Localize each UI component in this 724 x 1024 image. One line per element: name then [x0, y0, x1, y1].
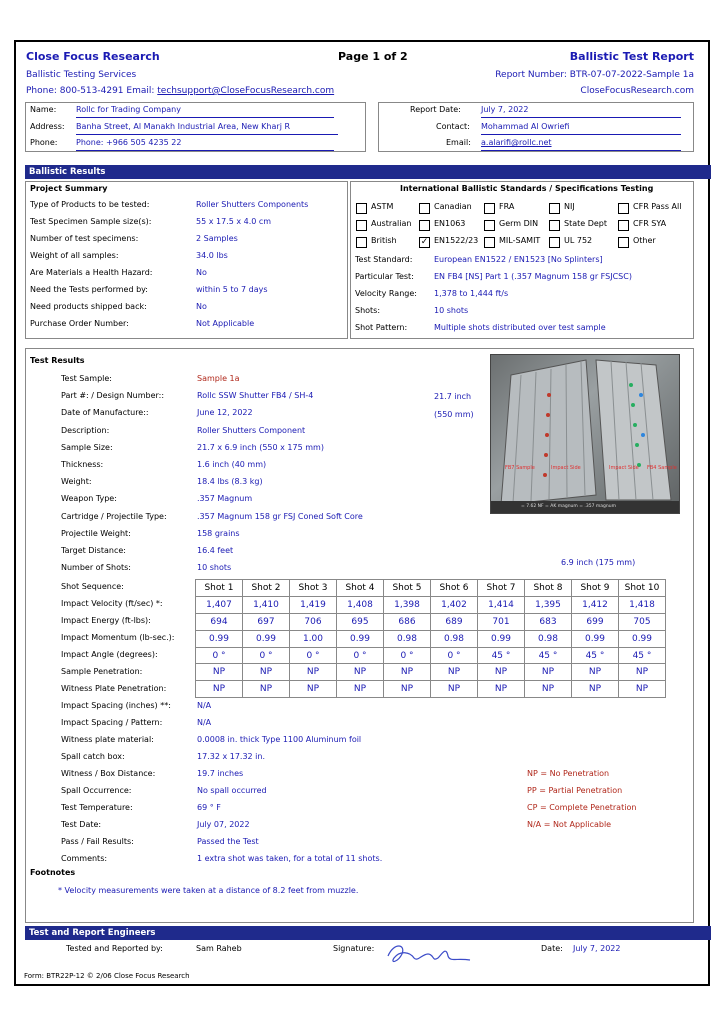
detail-row-label: Spall Occurrence:	[61, 786, 132, 795]
detail-row-label: Witness / Box Distance:	[61, 769, 156, 778]
shot-cell: NP	[572, 681, 619, 698]
photo-label-impact-right: Impact Side	[609, 465, 639, 471]
shot-header: Shot 3	[290, 580, 337, 597]
shot-row-label: Sample Penetration:	[61, 667, 143, 676]
shot-cell: NP	[619, 681, 666, 698]
email-label: Email:	[446, 138, 471, 147]
detail-row-label: Test Date:	[61, 820, 102, 829]
page-indicator: Page 1 of 2	[338, 50, 408, 63]
client-email-link[interactable]: a.alarifi@rollc.net	[481, 138, 552, 147]
shot-cell: 706	[290, 613, 337, 630]
shot-cell: 45 °	[525, 647, 572, 664]
legend-item: CP = Complete Penetration	[527, 803, 637, 812]
legend-item: NP = No Penetration	[527, 769, 610, 778]
test-row-value: 21.7 x 6.9 inch (550 x 175 mm)	[197, 442, 324, 452]
report-type: Ballistic Test Report	[569, 50, 694, 63]
shot-cell: 1,395	[525, 596, 572, 613]
shot-header: Shot 6	[431, 580, 478, 597]
shot-cell: 689	[431, 613, 478, 630]
shot-cell: 1,410	[243, 596, 290, 613]
checkbox-label: MIL-SAMIT	[499, 236, 541, 245]
checkbox-other[interactable]	[618, 237, 629, 248]
detail-row-label: Spall catch box:	[61, 752, 125, 761]
test-row-label: Date of Manufacture::	[61, 408, 149, 418]
tested-by-label: Tested and Reported by:	[66, 944, 163, 953]
shot-cell: NP	[619, 664, 666, 681]
shot-cell: 1,419	[290, 596, 337, 613]
velocity-range: 1,378 to 1,444 ft/s	[434, 289, 509, 298]
checkbox-cfr-pass-all[interactable]	[618, 203, 629, 214]
shots: 10 shots	[434, 306, 469, 315]
checkbox-cfr-sya[interactable]	[618, 220, 629, 231]
shot-cell: 0.99	[196, 630, 243, 647]
summary-row-value: 55 x 17.5 x 4.0 cm	[196, 217, 272, 226]
test-row-label: Cartridge / Projectile Type:	[61, 511, 167, 521]
test-row-value: Roller Shutters Component	[197, 425, 306, 435]
checkbox-label: Canadian	[434, 202, 472, 211]
shot-cell: 695	[337, 613, 384, 630]
shot-cell: NP	[337, 681, 384, 698]
date-label: Date:	[541, 944, 563, 953]
standards-title: International Ballistic Standards / Specifications Testing	[400, 184, 654, 193]
detail-row-value: N/A	[197, 701, 212, 710]
shot-seq-label: Shot Sequence:	[61, 582, 124, 591]
legend-item: PP = Partial Penetration	[527, 786, 623, 795]
checkbox-mil-samit[interactable]	[484, 237, 495, 248]
summary-row-label: Type of Products to be tested:	[30, 200, 150, 209]
phone-email-prefix: Phone: 800-513-4291 Email:	[26, 86, 155, 96]
checkbox-british[interactable]	[356, 237, 367, 248]
shot-cell: 705	[619, 613, 666, 630]
shot-cell: 0 °	[243, 647, 290, 664]
test-row-label: Sample Size:	[61, 442, 113, 452]
test-row-label: Target Distance:	[61, 546, 126, 555]
shot-cell: 45 °	[478, 647, 525, 664]
checkbox-fra[interactable]	[484, 203, 495, 214]
report-date: July 7, 2022	[481, 105, 529, 114]
test-row-value: 16.4 feet	[197, 546, 234, 555]
checkbox-label: Other	[633, 236, 656, 245]
shot-cell: 699	[572, 613, 619, 630]
detail-row-label: Pass / Fail Results:	[61, 837, 134, 846]
test-row-label: Weight:	[61, 477, 92, 487]
shot-cell: NP	[478, 681, 525, 698]
summary-row-value: No	[196, 302, 207, 311]
test-row-value: 158 grains	[197, 528, 240, 538]
shot-cell: 0.99	[478, 630, 525, 647]
contact-label: Contact:	[436, 122, 470, 131]
support-email-link[interactable]: techsupport@CloseFocusResearch.com	[157, 86, 335, 96]
checkbox-label: ASTM	[371, 202, 394, 211]
shot-header: Shot 1	[196, 580, 243, 597]
summary-row-label: Test Specimen Sample size(s):	[30, 217, 152, 226]
shot-cell: 1,407	[196, 596, 243, 613]
shot-pattern-label: Shot Pattern:	[355, 323, 408, 332]
shot-cell: 1,418	[619, 596, 666, 613]
legend-item: N/A = Not Applicable	[527, 820, 612, 829]
test-row-label: Number of Shots:	[61, 563, 131, 573]
checkbox-canadian[interactable]	[419, 203, 430, 214]
detail-row-label: Impact Spacing / Pattern:	[61, 718, 163, 727]
engineer-date: July 7, 2022	[573, 944, 621, 953]
shot-cell: 1,414	[478, 596, 525, 613]
dim-height: 6.9 inch (175 mm)	[561, 558, 636, 567]
checkbox-australian[interactable]	[356, 220, 367, 231]
checkbox-label: British	[371, 236, 397, 245]
checkbox-label: FRA	[499, 202, 515, 211]
footnotes-title: Footnotes	[30, 868, 76, 877]
client-address: Banha Street, Al Manakh Industrial Area, New Kharj R	[76, 122, 291, 131]
shot-cell: 0 °	[337, 647, 384, 664]
ballistic-results-bar: Ballistic Results	[25, 165, 711, 179]
summary-row-label: Are Materials a Health Hazard:	[30, 268, 153, 277]
shot-cell: NP	[243, 681, 290, 698]
checkbox-state-dept[interactable]	[549, 220, 560, 231]
test-row-value: 10 shots	[197, 563, 232, 573]
shots-label: Shots:	[355, 306, 381, 315]
summary-row-value: 2 Samples	[196, 234, 238, 243]
shot-row-label: Witness Plate Penetration:	[61, 684, 167, 693]
checkbox-germ-din[interactable]	[484, 220, 495, 231]
shot-cell: 1,402	[431, 596, 478, 613]
footnote: * Velocity measurements were taken at a distance of 8.2 feet from muzzle.	[58, 886, 359, 895]
test-row-value: .357 Magnum 158 gr FSJ Coned Soft Core	[197, 511, 363, 521]
report-date-label: Report Date:	[410, 105, 461, 114]
shot-table	[195, 579, 666, 698]
shot-cell: NP	[431, 681, 478, 698]
detail-row-value: N/A	[197, 718, 212, 727]
shot-cell: NP	[196, 664, 243, 681]
website: CloseFocusResearch.com	[580, 86, 694, 96]
detail-row-label: Test Temperature:	[61, 803, 133, 812]
test-row-value: .357 Magnum	[197, 494, 253, 504]
detail-row-value: 17.32 x 17.32 in.	[197, 752, 266, 761]
shot-cell: NP	[572, 664, 619, 681]
summary-row-label: Need products shipped back:	[30, 302, 147, 311]
shot-header: Shot 10	[619, 580, 666, 597]
detail-row-value: 1 extra shot was taken, for a total of 11 shots.	[197, 854, 383, 863]
contact-line	[26, 86, 334, 96]
address-label: Address:	[30, 122, 65, 131]
detail-row-value: 0.0008 in. thick Type 1100 Aluminum foil	[197, 735, 362, 744]
detail-row-value: No spall occurred	[197, 786, 267, 795]
particular-test: EN FB4 [NS] Part 1 (.357 Magnum 158 gr FSJCSC)	[434, 272, 632, 281]
shot-cell: 0.99	[619, 630, 666, 647]
shot-cell: NP	[384, 664, 431, 681]
test-row-value: Sample 1a	[197, 374, 240, 383]
summary-row-value: within 5 to 7 days	[196, 285, 268, 294]
shot-cell: NP	[525, 664, 572, 681]
client-name: Rollc for Trading Company	[76, 105, 181, 114]
shot-cell: NP	[290, 664, 337, 681]
checkbox-label: EN1063	[434, 219, 466, 228]
phone-label: Phone:	[30, 138, 58, 147]
checkbox-label: UL 752	[564, 236, 593, 245]
report-page	[14, 40, 710, 986]
shot-cell: 0.98	[384, 630, 431, 647]
shot-cell: 701	[478, 613, 525, 630]
summary-row-label: Need the Tests performed by:	[30, 285, 148, 294]
photo-label-impact-left: Impact Side	[551, 465, 581, 471]
summary-row-value: Roller Shutters Components	[196, 200, 309, 209]
shot-cell: 1,398	[384, 596, 431, 613]
shot-cell: NP	[337, 664, 384, 681]
shot-cell: 0 °	[431, 647, 478, 664]
checkbox-label: Australian	[371, 219, 412, 228]
shot-cell: 45 °	[619, 647, 666, 664]
engineers-bar: Test and Report Engineers	[25, 926, 711, 940]
shot-header: Shot 8	[525, 580, 572, 597]
form-number: Form: BTR22P-12 © 2/06 Close Focus Research	[24, 972, 190, 980]
services: Ballistic Testing Services	[26, 70, 137, 80]
shot-cell: NP	[290, 681, 337, 698]
test-row-value: 18.4 lbs (8.3 kg)	[197, 477, 263, 487]
shot-cell: 0 °	[196, 647, 243, 664]
summary-row-label: Number of test specimens:	[30, 234, 139, 243]
detail-row-value: 69 ° F	[197, 803, 221, 812]
checkbox-en1063[interactable]	[419, 220, 430, 231]
shot-cell: 1,408	[337, 596, 384, 613]
detail-row-value: 19.7 inches	[197, 769, 244, 778]
shot-cell: 0.99	[337, 630, 384, 647]
checkbox-nij[interactable]	[549, 203, 560, 214]
tested-by: Sam Raheb	[196, 944, 242, 953]
photo-label-right: FB4 Sample	[647, 465, 677, 471]
summary-row-value: No	[196, 268, 207, 277]
detail-row-value: July 07, 2022	[197, 820, 250, 829]
detail-row-label: Comments:	[61, 854, 108, 863]
test-row-label: Description:	[61, 425, 110, 435]
photo-legend: = 7.62 NF = AK magnum = .357 magnum	[521, 504, 616, 509]
summary-row-value: Not Applicable	[196, 319, 255, 328]
test-row-label: Thickness:	[61, 460, 104, 469]
sample-photo	[490, 354, 680, 514]
shot-cell: 0.98	[525, 630, 572, 647]
name-label: Name:	[30, 105, 57, 114]
shot-cell: NP	[431, 664, 478, 681]
shot-cell: 683	[525, 613, 572, 630]
summary-row-value: 34.0 lbs	[196, 251, 228, 260]
client-phone: Phone: +966 505 4235 22	[76, 138, 182, 147]
shot-cell: NP	[384, 681, 431, 698]
shot-row-label: Impact Angle (degrees):	[61, 650, 158, 659]
shot-header: Shot 2	[243, 580, 290, 597]
shot-header: Shot 5	[384, 580, 431, 597]
checkbox-label: NIJ	[564, 202, 575, 211]
detail-row-label: Witness plate material:	[61, 735, 154, 744]
test-row-label: Part #: / Design Number::	[61, 391, 165, 401]
shot-cell: NP	[525, 681, 572, 698]
shot-cell: 686	[384, 613, 431, 630]
detail-row-label: Impact Spacing (inches) **:	[61, 701, 171, 710]
company-name: Close Focus Research	[26, 50, 160, 63]
checkbox-label: State Dept	[564, 219, 608, 228]
sample-photo-graphic	[491, 355, 680, 514]
summary-row-label: Weight of all samples:	[30, 251, 119, 260]
checkbox-label: CFR SYA	[633, 219, 667, 228]
shot-cell: 0 °	[290, 647, 337, 664]
report-number: Report Number: BTR-07-07-2022-Sample 1a	[495, 70, 694, 80]
shot-cell: 0.99	[243, 630, 290, 647]
project-summary-title: Project Summary	[30, 184, 108, 193]
test-standard: European EN1522 / EN1523 [No Splinters]	[434, 255, 603, 264]
shot-header: Shot 7	[478, 580, 525, 597]
checkbox-label: CFR Pass All	[633, 202, 682, 211]
checkbox-label: Germ DIN	[499, 219, 539, 228]
test-row-value: 1.6 inch (40 mm)	[197, 460, 267, 469]
shot-cell: NP	[478, 664, 525, 681]
shot-cell: 45 °	[572, 647, 619, 664]
test-row-label: Weapon Type:	[61, 494, 117, 504]
test-row-label: Projectile Weight:	[61, 528, 131, 538]
shot-cell: 1.00	[290, 630, 337, 647]
test-row-value: Rollc SSW Shutter FB4 / SH-4	[197, 391, 314, 401]
particular-test-label: Particular Test:	[355, 272, 414, 281]
dim-width: 21.7 inch	[434, 392, 472, 401]
shot-cell: NP	[196, 681, 243, 698]
shot-cell: 0.99	[572, 630, 619, 647]
test-row-label: Test Sample:	[61, 374, 112, 383]
shot-cell: NP	[243, 664, 290, 681]
shot-row-label: Impact Velocity (ft/sec) *:	[61, 599, 163, 608]
dim-width-mm: (550 mm)	[434, 410, 474, 419]
shot-pattern: Multiple shots distributed over test sample	[434, 323, 606, 332]
shot-cell: 0 °	[384, 647, 431, 664]
checkbox-en1522-23[interactable]: ✓	[420, 237, 429, 247]
summary-row-label: Purchase Order Number:	[30, 319, 129, 328]
checkbox-label: EN1522/23	[434, 236, 479, 245]
shot-header: Shot 4	[337, 580, 384, 597]
shot-row-label: Impact Momentum (lb-sec.):	[61, 633, 175, 642]
detail-row-value: Passed the Test	[197, 837, 259, 846]
shot-row-label: Impact Energy (ft-lbs):	[61, 616, 151, 625]
shot-header: Shot 9	[572, 580, 619, 597]
velocity-range-label: Velocity Range:	[355, 289, 417, 298]
shot-cell: 1,412	[572, 596, 619, 613]
signature-icon	[384, 940, 474, 968]
photo-label-left: FB7 Sample	[505, 465, 535, 471]
test-standard-label: Test Standard:	[355, 255, 413, 264]
checkbox-astm[interactable]	[356, 203, 367, 214]
contact-name: Mohammad Al Owriefi	[481, 122, 570, 131]
signature-label: Signature:	[333, 944, 375, 953]
shot-cell: 0.98	[431, 630, 478, 647]
shot-cell: 697	[243, 613, 290, 630]
test-row-value: June 12, 2022	[197, 408, 253, 418]
test-results-title: Test Results	[30, 356, 85, 365]
shot-cell: 694	[196, 613, 243, 630]
checkbox-ul-752[interactable]	[549, 237, 560, 248]
